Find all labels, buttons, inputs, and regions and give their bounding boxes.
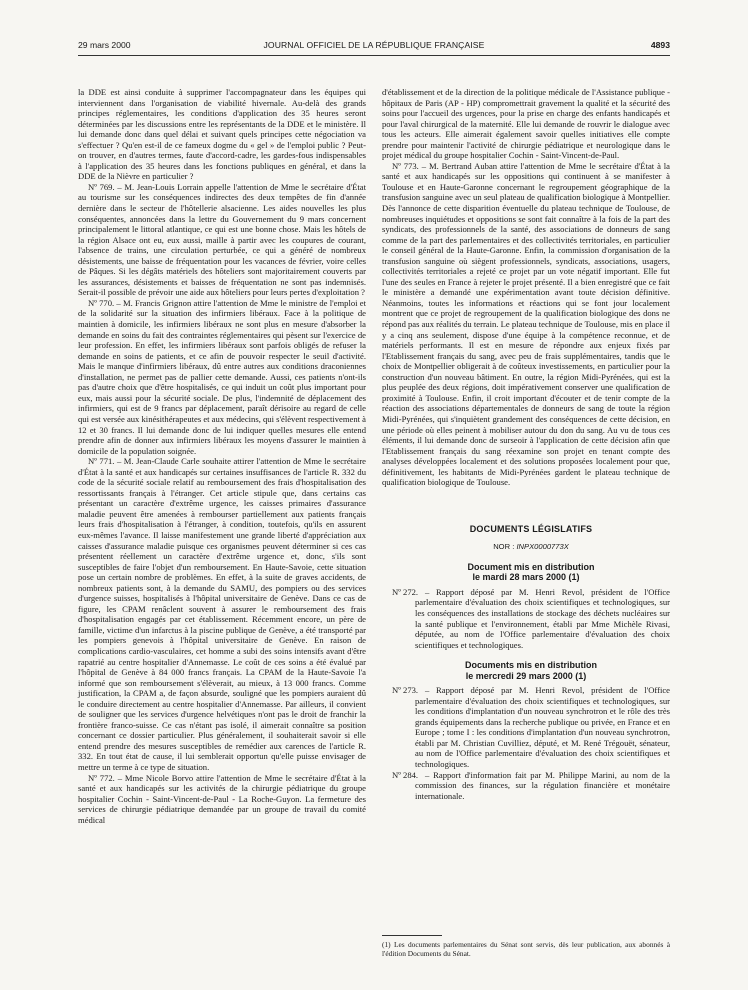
footnote [382,940,670,958]
left-column [78,87,366,825]
nor-reference [382,542,670,553]
nor-label: NOR : [493,542,515,552]
question-770: Nº 770. – M. Francis Grignon attire l'attention de Mme le ministre de l'emploi et de la solidarité sur la situation des infirmiers libéraux. Face à la politique de maintien à domicile, les infirmiers libéraux ne sont plus en mesure d'absorber la demande en soins du fait des contraintes réglementaires qui pèsent sur l'exercice de leur profession. En effet, les infirmiers libéraux sont parfois obligés de refuser la demande en soins de patients, et ce afin de pouvoir respecter le seuil d'activité. Mais le manque d'infirmiers libéraux, dû entre autres aux conditions draconiennes d'installation, ne permet pas de pallier cette demande. Aussi, ces patients n'ont-ils pas d'autre choix que d'être hospitalisés, ce qui induit un coût plus important pour eux, mais aussi pour la sécurité sociale. De plus, l'indemnité de déplacement des infirmiers, qui est de 9 francs par déplacement, paraît dérisoire au regard de celle qui est versée aux kinésithérapeutes et aux médecins, qui s'élèvent respectivement à 12 et 30 francs. Il lui demande donc de lui indiquer quelles mesures elle entend prendre afin de donner aux infirmiers libéraux les moyens d'assurer le maintien à domicile de la population soignée. [78,297,366,456]
distribution-heading-2-line1: Documents mis en distribution [464,660,597,671]
paragraph-dde-continuation: la DDE est ainsi conduite à supprimer l'accompagnateur dans les équipes qui interviennent dans l'organisation de viabilité hivernale. Au-delà des grands principes réglementaires, les conditions d'application des 35 heures seront déterminées par les discussions entre les représentants de la DDE et le ministère. Il lui demande donc dans quel délai et suivant quels principes cette négociation va s'effectuer ? Qu'en est-il de ce fameux dogme du « gel » de l'emploi public ? Peut-on trouver, en d'autres termes, faute d'accord-cadre, les gardes-fous indispensables à l'application des 35 heures dans les fonctions publiques en général, et dans la DDE de la Nièvre en particulier ? [78,87,366,182]
document-item-273 [382,685,670,769]
question-772: Nº 772. – Mme Nicole Borvo attire l'attention de Mme le secrétaire d'État à la santé et aux handicapés sur les activités de la chirurgie pédiatrique du groupe hospitalier Cochin - Saint-Vincent-de-Paul - La Roche-Guyon. La fermeture des services de chirurgie pédiatrique demandée par un groupe de travail du comité médical [78,772,366,825]
distribution-heading-1-line1: Document mis en distribution [467,561,595,572]
distribution-heading-2 [382,660,670,681]
documents-section-title: DOCUMENTS LÉGISLATIFS [469,523,593,534]
distribution-heading-2-line2: le mercredi 29 mars 2000 (1) [465,670,587,681]
document-item-272 [382,587,670,650]
document-text: – Rapport d'information fait par M. Philippe Marini, au nom de la commission des finances, sur la régulation financière et monétaire internationale. [415,769,670,801]
document-text: – Rapport déposé par M. Henri Revol, président de l'Office parlementaire d'évaluation des choix scientifiques et technologiques, sur les conditions d'implantation d'un nouveau synchrotron et le rôle des très grands équipements dans la recherche publique ou privée, en France et en Europe ; tome I : les conditions d'implantation d'un nouveau synchrotron, établi par M. Christian Cuvilliez, député, et M. René Trégouët, sénateur, au nom de l'Office parlementaire d'évaluation des choix scientifiques et technologiques. [415,685,670,769]
footnote-text: (1) Les documents parlementaires du Sénat sont servis, dès leur publication, aux abonnés à l'édition Documents du Sénat. [382,940,670,958]
document-number: Nº 273. [392,685,419,696]
document-item-284 [382,770,670,802]
distribution-heading-1-line2: le mardi 28 mars 2000 (1) [472,572,580,583]
document-text: – Rapport déposé par M. Henri Revol, président de l'Office parlementaire d'évaluation des choix scientifiques et technologiques, sur les conséquences des installations de stockage des déchets nucléaires sur la santé publique et l'environnement, établi par Mme Michèle Rivasi, députée, au nom de l'Office parlementaire d'évaluation des choix scientifiques et technologiques. [415,586,670,650]
nor-code: INPX0000773X [516,542,569,552]
header-date: 29 mars 2000 [78,40,131,50]
question-771: Nº 771. – M. Jean-Claude Carle souhaite attirer l'attention de Mme le secrétaire d'État à la santé et aux handicapés sur certaines insuffisances de l'article R. 332 du code de la sécurité sociale relatif au remboursement des frais d'hospitalisation des ressortissants français à l'étranger. Cet article stipule que, dans certains cas présentant un caractère d'extrême urgence, les caisses primaires d'assurance maladie peuvent être amenées à rembourser partiellement aux patients français leurs frais d'hospitalisation à l'étranger, à condition, toutefois, qu'ils en assurent eux-mêmes l'avance. Il laisse manifestement une grande liberté d'appréciation aux caisses d'assurance maladie puisque ces organismes peuvent déterminer si ces cas présentent réellement un caractère d'extrême urgence et, donc, s'ils sont susceptibles de faire l'objet d'un remboursement. En Haute-Savoie, cette situation pose un certain nombre de problèmes. En effet, à la suite de graves accidents, de nombreux patients sont, à la demande du SAMU, des pompiers ou des services d'urgence suisses, hospitalisés à l'hôpital universitaire de Genève. Dans ce cas de figure, les CPAM renâclent souvent à assurer le remboursement des frais d'hospitalisation engagés par cet établissement. Récemment encore, un père de famille, victime d'un infarctus à la piscine publique de Genève, a été transporté par les pompiers genevois à l'hôpital universitaire de Genève. En raison de complications cardio-vasculaires, cet homme a subi des soins intensifs avant d'être rapatrié au centre hospitalier d'Annemasse. Le coût de ces soins a été évalué par l'hôpital de Genève à 84 000 francs français. La CPAM de la Haute-Savoie l'a informé que son remboursement s'élèverait, au mieux, à 13 000 francs. Comme justification, la CPAM a, de façon absurde, souligné que les pompiers auraient dû le conduire directement au centre hospitalier d'Annemasse. Par ailleurs, il convient de souligner que les services d'urgence helvétiques n'ont pas le droit de franchir la frontière franco-suisse. Ce cas n'étant pas isolé, il aimerait connaître sa position concernant ce dossier particulier. Plus généralement, il souhaiterait savoir si elle entend prendre des mesures susceptibles de remédier aux carences de l'article R. 332. En tout état de cause, il lui semblerait opportun qu'elle puisse envisager de mettre un terme à ce type de situation. [78,456,366,772]
question-772-continuation: d'établissement et de la direction de la politique médicale de l'Assistance publique - hôpitaux de Paris (AP - HP) compromettrait gravement la qualité et la sécurité des soins pour l'accueil des urgences, pour la prise en charge des enfants handicapés et pour l'aval chirurgical de la maternité. Elle lui demande de rouvrir le dialogue avec tous les acteurs. Elle aimerait également savoir quelles initiatives elle compte prendre pour maintenir l'activité de chirurgie pédiatrique et neurologique dans le projet médical du groupe hospitalier Cochin - Saint-Vincent-de-Paul. [382,87,670,161]
header-page-number: 4893 [650,40,670,50]
header-journal-title: JOURNAL OFFICIEL DE LA RÉPUBLIQUE FRANÇAISE [263,40,485,50]
header-rule [78,55,670,56]
distribution-heading-1 [382,562,670,583]
question-769: Nº 769. – M. Jean-Louis Lorrain appelle l'attention de Mme le secrétaire d'État au tourisme sur les conséquences indirectes des deux tempêtes de fin d'année dernière dans le secteur de l'hôtellerie alsacienne. Les aides nouvelles les plus conséquentes, annoncées dans la lettre du Gouvernement du 9 mars concernent principalement le littoral atlantique, ce qui est une bonne chose. Mais les hôtels de la région Alsace ont eu, eux aussi, maille à partir avec les coupures de courant, l'absence de trains, une circulation perturbée, ce qui a généré de nombreux désistements, une baisse de fréquentation pour les vacances de février, voire celles de Pâques. Si les dégâts matériels des hôteliers sont majoritairement couverts par les assurances, désistements et baisses de fréquentation ne sont pas indemnisés. Serait-il possible de prévoir une aide aux hôteliers pour leurs pertes d'exploitation ? [78,181,366,298]
footnote-rule [382,935,442,936]
right-column [382,87,670,801]
page-header [78,40,670,54]
question-773: Nº 773. – M. Bertrand Auban attire l'attention de Mme le secrétaire d'État à la santé et aux handicapés sur les oppositions qui continuent à se manifester à Toulouse et en Haute-Garonne concernant le regroupement géographique de la transfusion sanguine avec un seul plateau de qualification biologique à Montpellier. Dès l'annonce de cette disparition éventuelle du plateau technique de Toulouse, de nombreuses inquiétudes et oppositions se sont fait connaître à la fois de la part des syndicats, des professionnels de la santé, des associations de donneurs de sang comme de la part des parlementaires et des collectivités territoriales, en particulier le conseil général de la Haute-Garonne. Enfin, la commission d'organisation de la transfusion sanguine où siègent professionnels, syndicats, associations, usagers, collectivités territoriales a rejeté ce projet par un vote négatif important. Elle fut l'une des seules en France à rejeter le projet présenté. Il a bien enregistré que ce fait le ministère a demandé une expérimentation avant toute décision définitive. Néanmoins, toutes les informations et réactions qui se font jour localement montrent que ce projet de regroupement de la qualification biologique des dons ne répond pas aux réalités du terrain. Le plateau technique de Toulouse, mis en place il y a cinq ans seulement, dispose d'une équipe à la compétence reconnue, et de matériels performants. Il est en mesure de répondre aux enjeux fixés par l'Etablissement français du sang, avec peu de frais supplémentaires, tandis que le choix de Montpellier obligerait à de coûteux investissements, en particulier pour la construction d'un nouveau bâtiment. En outre, la région Midi-Pyrénées, qui est la plus peuplée des deux régions, doit impérativement conserver une qualification de proximité à Toulouse. Enfin, il croit important d'écouter et de tenir compte de la réaction des associations départementales de donneurs de sang de toute la région Midi-Pyrénées, qui s'inquiètent grandement des conséquences de cette décision, en une période où elles peinent à mobiliser autour du don du sang. Au vu de tous ces éléments, il lui demande donc de surseoir à l'application de cette décision afin que l'Etablissement français du sang réexamine son projet en tenant compte des analyses développées localement et des solutions proposées localement pour que, définitivement, les habitants de Midi-Pyrénées gardent le plateau technique de qualification biologique de Toulouse. [382,160,670,488]
document-number: Nº 272. [392,586,419,597]
document-number: Nº 284. [392,769,419,780]
